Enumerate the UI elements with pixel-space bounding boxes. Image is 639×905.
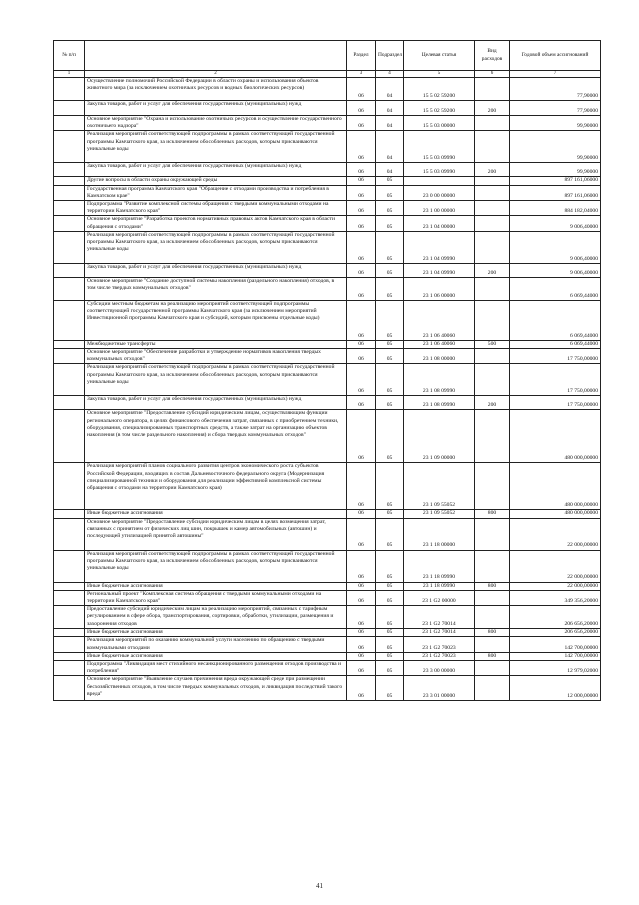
table-row: [54, 606, 601, 629]
row-razdel-cell: 06: [347, 177, 376, 185]
row-cs-cell: 23 1 09 00000: [404, 410, 475, 463]
row-amount-cell: 99,90000: [510, 131, 601, 163]
row-vr-cell: [475, 637, 510, 652]
row-name-cell: Иные бюджетные ассигнования: [85, 582, 347, 590]
row-name-cell: Осуществление полномочий Российской Федерации в области охраны и использования объектов животного мира (за исключением охотничьих ресурсов и водных биологических ресурсов): [85, 78, 347, 101]
row-cs-cell: 23 0 00 00000: [404, 185, 475, 200]
row-cs-cell: 23 1 09 55052: [404, 463, 475, 510]
row-podrazdel-cell: 05: [376, 652, 404, 660]
row-razdel-cell: 06: [347, 116, 376, 131]
table-row: [54, 396, 601, 410]
table-row: [54, 661, 601, 676]
row-razdel-cell: 06: [347, 410, 376, 463]
row-number-cell: [54, 582, 85, 590]
row-cs-cell: 23 1 09 55052: [404, 510, 475, 518]
row-name-cell: Основное мероприятие "Создание доступной системы накопления (раздельного накопления) отходов, в том числе твердых коммунальных отходов": [85, 277, 347, 300]
row-vr-cell: [475, 201, 510, 216]
row-number-cell: [54, 410, 85, 463]
column-number-row: [54, 71, 601, 78]
row-vr-cell: [475, 606, 510, 629]
row-name-cell: Иные бюджетные ассигнования: [85, 510, 347, 518]
row-podrazdel-cell: 05: [376, 231, 404, 263]
table-row: [54, 510, 601, 518]
row-vr-cell: [475, 518, 510, 550]
table-row: [54, 590, 601, 605]
row-number-cell: [54, 676, 85, 701]
row-cs-cell: 15 5 02 59200: [404, 78, 475, 101]
header-cs: Целевая статья: [404, 41, 475, 71]
row-name-cell: Основное мероприятие "Выявление случаев причинения вреда окружающей среде при размещении бесхозяйственных отходов, в том числе твердых коммунальных отходов, и ликвидация последствий такого вреда": [85, 676, 347, 701]
row-podrazdel-cell: 05: [376, 277, 404, 300]
row-number-cell: [54, 629, 85, 637]
row-amount-cell: 142 700,00000: [510, 637, 601, 652]
table-row: [54, 349, 601, 364]
row-cs-cell: [404, 177, 475, 185]
row-vr-cell: [475, 78, 510, 101]
row-razdel-cell: 06: [347, 606, 376, 629]
row-number-cell: [54, 463, 85, 510]
row-vr-cell: [475, 550, 510, 582]
header-vr: Вид расходов: [475, 41, 510, 71]
row-amount-cell: 99,90000: [510, 116, 601, 131]
row-name-cell: Иные бюджетные ассигнования: [85, 652, 347, 660]
row-cs-cell: 15 5 03 00000: [404, 116, 475, 131]
header-num: № п/п: [54, 41, 85, 71]
row-amount-cell: 22 000,00000: [510, 518, 601, 550]
table-row: [54, 231, 601, 263]
row-vr-cell: 200: [475, 263, 510, 277]
table-row: [54, 177, 601, 185]
row-vr-cell: 500: [475, 340, 510, 348]
row-name-cell: Основное мероприятие "Предоставление субсидии юридическим лицам в целях возмещения затрат, связанных с принятием от физических лиц шин, покрышек и камер автомобильных (автошин) и последующей утилизацией принятой автошины": [85, 518, 347, 550]
row-podrazdel-cell: 04: [376, 163, 404, 177]
row-cs-cell: 23 1 06 40060: [404, 340, 475, 348]
row-cs-cell: 23 1 04 09990: [404, 231, 475, 263]
row-razdel-cell: 06: [347, 661, 376, 676]
table-row: [54, 116, 601, 131]
row-number-cell: [54, 185, 85, 200]
row-number-cell: [54, 263, 85, 277]
row-podrazdel-cell: 05: [376, 590, 404, 605]
row-number-cell: [54, 590, 85, 605]
row-razdel-cell: 06: [347, 396, 376, 410]
row-name-cell: Реализация мероприятий соответствующей подпрограммы в рамках соответствующей государственной программы Камчатского края, за исключением обособленных расходов, которым присваиваются уникальные коды: [85, 550, 347, 582]
row-name-cell: Межбюджетные трансферты: [85, 340, 347, 348]
row-number-cell: [54, 518, 85, 550]
row-amount-cell: 22 000,00000: [510, 582, 601, 590]
row-vr-cell: 800: [475, 510, 510, 518]
row-vr-cell: [475, 676, 510, 701]
row-amount-cell: 6 069,44000: [510, 300, 601, 340]
row-amount-cell: 206 656,20000: [510, 606, 601, 629]
row-vr-cell: [475, 131, 510, 163]
row-podrazdel-cell: 05: [376, 661, 404, 676]
table-row: [54, 131, 601, 163]
row-number-cell: [54, 396, 85, 410]
row-cs-cell: 23 1 G2 70023: [404, 637, 475, 652]
row-cs-cell: 23 1 06 00000: [404, 277, 475, 300]
row-amount-cell: 480 000,00000: [510, 410, 601, 463]
row-cs-cell: 23 1 G2 70014: [404, 606, 475, 629]
row-cs-cell: 23 1 04 00000: [404, 216, 475, 231]
row-cs-cell: 23 1 G2 70023: [404, 652, 475, 660]
row-podrazdel-cell: 05: [376, 582, 404, 590]
row-razdel-cell: 06: [347, 101, 376, 116]
row-amount-cell: 17 750,00000: [510, 349, 601, 364]
row-podrazdel-cell: 04: [376, 78, 404, 101]
row-cs-cell: 15 5 02 59200: [404, 101, 475, 116]
row-podrazdel-cell: 04: [376, 131, 404, 163]
table-row: [54, 629, 601, 637]
row-razdel-cell: 06: [347, 463, 376, 510]
row-cs-cell: 15 5 03 09990: [404, 131, 475, 163]
row-podrazdel-cell: 05: [376, 629, 404, 637]
row-vr-cell: [475, 185, 510, 200]
table-row: [54, 163, 601, 177]
col-number: 7: [510, 71, 601, 78]
row-razdel-cell: 06: [347, 300, 376, 340]
row-vr-cell: 200: [475, 101, 510, 116]
row-number-cell: [54, 637, 85, 652]
row-number-cell: [54, 606, 85, 629]
row-cs-cell: 23 3 01 00000: [404, 676, 475, 701]
row-name-cell: Основное мероприятие "Охрана и использование охотничьих ресурсов и осуществление государственного охотничьего надзора": [85, 116, 347, 131]
row-podrazdel-cell: 05: [376, 177, 404, 185]
row-vr-cell: [475, 277, 510, 300]
row-amount-cell: 9 006,40000: [510, 231, 601, 263]
row-name-cell: Другие вопросы в области охраны окружающей среды: [85, 177, 347, 185]
row-cs-cell: 23 1 18 00000: [404, 518, 475, 550]
row-number-cell: [54, 78, 85, 101]
row-name-cell: Региональный проект "Комплексная система обращения с твердыми коммунальными отходами на территории Камчатского края": [85, 590, 347, 605]
table-body: [54, 78, 601, 701]
row-cs-cell: 23 1 06 40060: [404, 300, 475, 340]
row-name-cell: Субсидии местным бюджетам на реализацию мероприятий соответствующей подпрограммы соответствующей государственной программы Камчатского края (за исключением мероприятий Инвестиционной программы Камчатского края и субсидий, которым присвоены отдельные коды): [85, 300, 347, 340]
row-amount-cell: 77,90000: [510, 101, 601, 116]
col-number: 6: [475, 71, 510, 78]
row-cs-cell: 23 1 G2 00000: [404, 590, 475, 605]
row-razdel-cell: 06: [347, 163, 376, 177]
header-row: [54, 41, 601, 71]
col-number: 3: [347, 71, 376, 78]
row-cs-cell: 23 1 18 09990: [404, 550, 475, 582]
row-podrazdel-cell: 05: [376, 349, 404, 364]
row-amount-cell: 6 069,44000: [510, 340, 601, 348]
row-number-cell: [54, 116, 85, 131]
row-number-cell: [54, 277, 85, 300]
row-name-cell: Реализация мероприятий по оказанию коммунальной услуги населению по обращению с твердыми коммунальными отходами: [85, 637, 347, 652]
table-row: [54, 201, 601, 216]
row-amount-cell: 897 161,06000: [510, 177, 601, 185]
row-cs-cell: 23 1 G2 70014: [404, 629, 475, 637]
table-row: [54, 300, 601, 340]
row-name-cell: Основное мероприятие "Обеспечение разработки и утверждение нормативов накопления твердых коммунальных отходов": [85, 349, 347, 364]
row-razdel-cell: 06: [347, 676, 376, 701]
table-row: [54, 676, 601, 701]
row-vr-cell: [475, 231, 510, 263]
row-razdel-cell: 06: [347, 216, 376, 231]
row-cs-cell: 23 1 00 00000: [404, 201, 475, 216]
row-vr-cell: [475, 349, 510, 364]
header-amount: Годовой объем ассигнований: [510, 41, 601, 71]
table-row: [54, 637, 601, 652]
table-row: [54, 185, 601, 200]
row-podrazdel-cell: 05: [376, 263, 404, 277]
row-podrazdel-cell: 05: [376, 676, 404, 701]
row-razdel-cell: 06: [347, 201, 376, 216]
row-vr-cell: 200: [475, 396, 510, 410]
col-number: 4: [376, 71, 404, 78]
row-amount-cell: 12 979,02000: [510, 661, 601, 676]
row-vr-cell: [475, 661, 510, 676]
row-cs-cell: 23 1 08 09990: [404, 396, 475, 410]
row-razdel-cell: 06: [347, 78, 376, 101]
row-cs-cell: 23 1 18 09990: [404, 582, 475, 590]
row-number-cell: [54, 231, 85, 263]
row-amount-cell: 142 700,00000: [510, 652, 601, 660]
row-podrazdel-cell: 05: [376, 550, 404, 582]
row-number-cell: [54, 131, 85, 163]
table-row: [54, 410, 601, 463]
row-number-cell: [54, 216, 85, 231]
row-vr-cell: [475, 590, 510, 605]
row-razdel-cell: 06: [347, 185, 376, 200]
row-podrazdel-cell: 05: [376, 510, 404, 518]
table-row: [54, 463, 601, 510]
row-name-cell: Закупка товаров, работ и услуг для обеспечения государственных (муниципальных) нужд: [85, 396, 347, 410]
col-number: 1: [54, 71, 85, 78]
row-razdel-cell: 06: [347, 364, 376, 396]
row-podrazdel-cell: 05: [376, 396, 404, 410]
row-razdel-cell: 06: [347, 652, 376, 660]
row-number-cell: [54, 101, 85, 116]
col-number: 5: [404, 71, 475, 78]
row-razdel-cell: 06: [347, 510, 376, 518]
row-razdel-cell: 06: [347, 131, 376, 163]
row-name-cell: Закупка товаров, работ и услуг для обеспечения государственных (муниципальных) нужд: [85, 163, 347, 177]
row-amount-cell: 12 000,00000: [510, 676, 601, 701]
budget-table: [53, 40, 601, 701]
row-podrazdel-cell: 04: [376, 101, 404, 116]
row-cs-cell: 23 3 00 00000: [404, 661, 475, 676]
row-number-cell: [54, 300, 85, 340]
row-name-cell: Основное мероприятие "Предоставление субсидий юридическим лицам, осуществляющим функции регионального оператора, в целях финансового обеспечения затрат, связанных с приобретением техники, оборудования, специализированных транспортных средств, а также затрат на организацию объектов накопления (в том числе раздельного накопления) и сбора твердых коммунальных отходов": [85, 410, 347, 463]
row-name-cell: Подпрограмма "Ликвидация мест стихийного несанкционированного размещения отходов производства и потребления": [85, 661, 347, 676]
row-vr-cell: 800: [475, 629, 510, 637]
row-razdel-cell: 06: [347, 637, 376, 652]
row-amount-cell: 480 000,00000: [510, 510, 601, 518]
row-number-cell: [54, 177, 85, 185]
row-name-cell: Реализация мероприятий соответствующей подпрограммы в рамках соответствующей государственной программы Камчатского края, за исключением обособленных расходов, которым присваиваются уникальные коды: [85, 131, 347, 163]
row-podrazdel-cell: 04: [376, 116, 404, 131]
row-amount-cell: 22 000,00000: [510, 550, 601, 582]
row-number-cell: [54, 340, 85, 348]
row-razdel-cell: 06: [347, 263, 376, 277]
table-row: [54, 78, 601, 101]
row-vr-cell: [475, 410, 510, 463]
header-podrazdel: Подраздел: [376, 41, 404, 71]
row-podrazdel-cell: 05: [376, 606, 404, 629]
row-cs-cell: 23 1 08 09990: [404, 364, 475, 396]
row-number-cell: [54, 510, 85, 518]
row-razdel-cell: 06: [347, 590, 376, 605]
row-vr-cell: [475, 116, 510, 131]
row-podrazdel-cell: 05: [376, 340, 404, 348]
row-podrazdel-cell: 05: [376, 410, 404, 463]
row-number-cell: [54, 163, 85, 177]
table-row: [54, 550, 601, 582]
row-razdel-cell: 06: [347, 550, 376, 582]
row-podrazdel-cell: 05: [376, 637, 404, 652]
row-number-cell: [54, 349, 85, 364]
row-amount-cell: 349 356,20000: [510, 590, 601, 605]
row-vr-cell: 800: [475, 582, 510, 590]
row-amount-cell: 480 000,00000: [510, 463, 601, 510]
row-amount-cell: 17 750,00000: [510, 396, 601, 410]
row-name-cell: Реализация мероприятий соответствующей подпрограммы в рамках соответствующей государственной программы Камчатского края, за исключением обособленных расходов, которым присваиваются уникальные коды: [85, 231, 347, 263]
header-razdel: Раздел: [347, 41, 376, 71]
row-vr-cell: [475, 216, 510, 231]
table-row: [54, 340, 601, 348]
table-row: [54, 652, 601, 660]
page-number: 41: [316, 882, 323, 890]
row-vr-cell: [475, 300, 510, 340]
row-vr-cell: 200: [475, 163, 510, 177]
row-razdel-cell: 06: [347, 277, 376, 300]
row-razdel-cell: 06: [347, 349, 376, 364]
row-vr-cell: [475, 177, 510, 185]
row-cs-cell: 23 1 04 09990: [404, 263, 475, 277]
row-podrazdel-cell: 05: [376, 216, 404, 231]
row-name-cell: Предоставление субсидий юридическим лицам на реализацию мероприятий, связанных с тарифным регулированием в сфере обора, транспортирования, сортировки, обработки, утилизации, размещения и захоронения отходов: [85, 606, 347, 629]
table-row: [54, 582, 601, 590]
table-row: [54, 216, 601, 231]
row-amount-cell: 897 161,06000: [510, 185, 601, 200]
row-name-cell: Реализация мероприятий планов социального развития центров экономического роста субъектов Российской Федерации, входящих в состав Дальневосточного федерального округа (Модернизация специализированной техники и оборудования для реализации эффективной комплексной системы обращения с отходами на территории Камчатского края): [85, 463, 347, 510]
row-name-cell: Государственная программа Камчатского края "Обращение с отходами производства и потребления в Камчатском крае": [85, 185, 347, 200]
row-amount-cell: 9 006,40000: [510, 216, 601, 231]
row-number-cell: [54, 364, 85, 396]
row-vr-cell: [475, 364, 510, 396]
row-podrazdel-cell: 05: [376, 364, 404, 396]
row-podrazdel-cell: 05: [376, 201, 404, 216]
row-amount-cell: 99,90000: [510, 163, 601, 177]
table-row: [54, 277, 601, 300]
table-row: [54, 364, 601, 396]
row-name-cell: Реализация мероприятий соответствующей подпрограммы в рамках соответствующей государственной программы Камчатского края, за исключением обособленных расходов, которым присваиваются уникальные коды: [85, 364, 347, 396]
row-podrazdel-cell: 05: [376, 185, 404, 200]
header-name: [85, 41, 347, 71]
row-razdel-cell: 06: [347, 231, 376, 263]
table-row: [54, 518, 601, 550]
row-amount-cell: 77,90000: [510, 78, 601, 101]
row-vr-cell: 800: [475, 652, 510, 660]
row-name-cell: Закупка товаров, работ и услуг для обеспечения государственных (муниципальных) нужд: [85, 101, 347, 116]
row-podrazdel-cell: 05: [376, 518, 404, 550]
row-vr-cell: [475, 463, 510, 510]
row-amount-cell: 206 656,20000: [510, 629, 601, 637]
row-name-cell: Закупка товаров, работ и услуг для обеспечения государственных (муниципальных) нужд: [85, 263, 347, 277]
row-name-cell: Основное мероприятие "Разработка проектов нормативных правовых актов Камчатского края в области обращения с отходами": [85, 216, 347, 231]
row-cs-cell: 23 1 08 00000: [404, 349, 475, 364]
row-razdel-cell: 06: [347, 629, 376, 637]
row-name-cell: Подпрограмма "Развитие комплексной системы обращения с твердыми коммунальными отходами на территории Камчатского края": [85, 201, 347, 216]
row-number-cell: [54, 201, 85, 216]
row-number-cell: [54, 550, 85, 582]
row-razdel-cell: 06: [347, 518, 376, 550]
table-row: [54, 101, 601, 116]
table-row: [54, 263, 601, 277]
row-razdel-cell: 06: [347, 582, 376, 590]
row-razdel-cell: 06: [347, 340, 376, 348]
row-podrazdel-cell: 05: [376, 300, 404, 340]
row-amount-cell: 884 182,04000: [510, 201, 601, 216]
col-number: 2: [85, 71, 347, 78]
row-name-cell: Иные бюджетные ассигнования: [85, 629, 347, 637]
row-number-cell: [54, 661, 85, 676]
row-amount-cell: 6 069,44000: [510, 277, 601, 300]
row-podrazdel-cell: 05: [376, 463, 404, 510]
row-cs-cell: 15 5 03 09990: [404, 163, 475, 177]
row-amount-cell: 9 006,40000: [510, 263, 601, 277]
row-number-cell: [54, 652, 85, 660]
row-amount-cell: 17 750,00000: [510, 364, 601, 396]
